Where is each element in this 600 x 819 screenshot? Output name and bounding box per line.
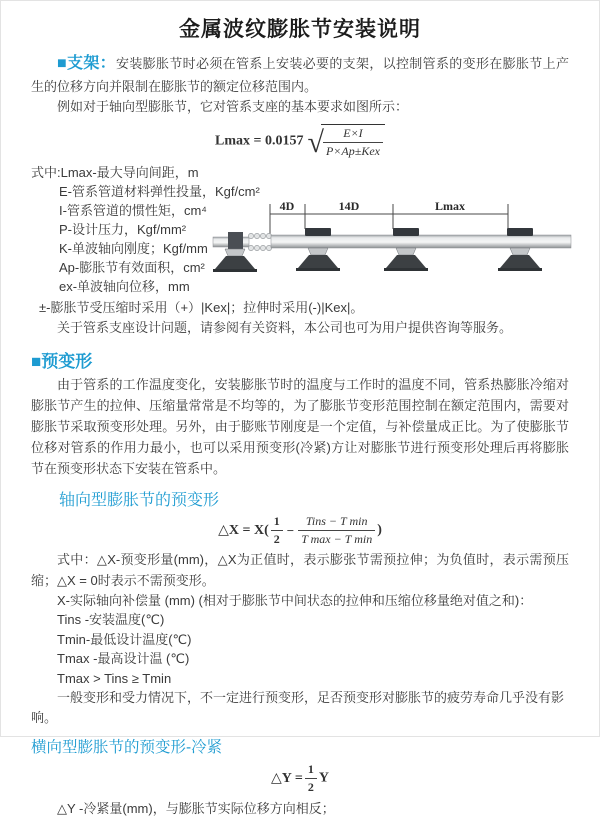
dim-label-14d: 14D: [338, 199, 360, 214]
temp-numerator: Tins − T min: [298, 514, 375, 531]
anchor-pedestal: [213, 249, 257, 272]
definition-line: 式中:Lmax-最大导向间距，m: [31, 165, 199, 181]
lateral-denominator: 2: [307, 780, 314, 795]
lateral-numerator: 1: [305, 762, 317, 779]
section-marker-icon: ■: [57, 55, 67, 72]
lateral-formula-rhs: Y: [318, 770, 329, 786]
axial-def-line: Tmin-最低设计温度(℃): [57, 631, 192, 647]
lmax-formula-numerator: E×I: [323, 126, 383, 143]
lmax-formula-fraction: [323, 126, 383, 159]
definition-line: I-管系管道的惯性矩，cm⁴: [59, 203, 207, 219]
lateral-formula-lhs: △Y =: [271, 771, 303, 787]
lmax-formula-lhs: Lmax = 0.0157: [215, 133, 304, 149]
definitions-and-diagram: [31, 163, 569, 298]
lmax-formula-denominator: P×Ap±Kex: [325, 144, 380, 159]
axial-formula-rhs: ): [377, 522, 382, 538]
temperature-fraction: [298, 514, 375, 547]
axial-formula: [31, 514, 569, 547]
page-title: 金属波纹膨胀节安装说明: [179, 18, 421, 41]
support-heading-label: 支架：: [67, 55, 116, 72]
axial-def-line: X-实际轴向补偿量 (mm) (相对于膨胀节中间状态的拉伸和压缩位移量绝对值之和)：: [57, 592, 533, 608]
dim-label-lmax: Lmax: [435, 199, 465, 214]
pipe-support-diagram: [213, 195, 571, 295]
bellows-icon: [248, 234, 271, 251]
section-marker-icon: ■: [31, 352, 42, 372]
dim-label-4d: 4D: [279, 199, 295, 214]
axial-half-fraction: [271, 514, 283, 547]
definition-line: P-设计压力，Kgf/mm²: [59, 222, 187, 238]
preform-section-heading: [31, 347, 569, 372]
half-numerator: 1: [271, 514, 283, 531]
guide-support: [498, 228, 542, 271]
main-pipe: [271, 235, 571, 248]
definition-line: K-单波轴向刚度；Kgf/mm: [59, 241, 208, 257]
axial-sub-heading: 轴向型膨胀节的预变形: [59, 492, 220, 510]
temp-denominator: T max − T min: [301, 532, 373, 547]
lateral-half-fraction: [305, 762, 317, 795]
guide-support: [296, 228, 340, 271]
definition-line: E-管系管道材料弹性投量，Kgf/cm²: [59, 184, 260, 200]
axial-explain-paragraph: 式中：△X-预变形量(mm)，△X为正值时，表示膨张节需预拉伸；为负值时，表示需预压缩；△X = 0时表示不需预变形。: [31, 552, 569, 588]
axial-def-line: Tmax -最高设计温 (℃): [57, 651, 190, 667]
lateral-note-line: △Y -冷紧量(mm)，与膨胀节实际位移方向相反；: [57, 801, 335, 817]
support-section-heading: [57, 55, 116, 72]
preform-heading-label: 预变形: [41, 352, 93, 372]
lmax-formula-radicand: [321, 124, 385, 159]
definition-line: Ap-膨胀节有效面积，cm²: [59, 260, 205, 276]
minus-operator: −: [286, 522, 295, 538]
consult-note-line: 关于管系支座设计问题，请参阅有关资料，本公司也可为用户提供咨询等服务。: [57, 320, 513, 336]
support-intro-paragraph: [31, 51, 569, 97]
preform-body-paragraph: 由于管系的工作温度变化，安装膨胀节时的温度与工作时的温度不同，管系热膨胀冷缩对膨胀节产生的拉伸、压缩量常常是不均等的，为了膨胀节变形范围控制在额定范围内，需要对膨胀节采取预变形处理。另外，由于膨账节刚度是一个定值，与补偿量成正比。为了使膨胀节位移对管系的作用力最小，也可以采用预变形(冷紧)方让对膨胀节进行预变形处理后再将膨胀节在预变形状态下安装在管系中。: [31, 377, 569, 477]
support-intro-text: 安装膨胀节时必须在管系上安装必要的支架，以控制管系的变形在膨胀节上产生的位移方向并限制在膨胀节的额定位移范围内。: [31, 56, 569, 94]
lmax-formula: [31, 124, 569, 159]
sign-note-line: ±-膨胀节受压缩时采用（+）|Kex|；拉伸时采用(-)|Kex|。: [39, 300, 364, 316]
half-denominator: 2: [273, 532, 280, 547]
axial-def-line: 一般变形和受力情况下，不一定进行预变形，足否预变形对膨胀节的疲劳寿命几乎没有影响。: [31, 690, 565, 725]
lateral-formula: [31, 762, 569, 795]
definition-line: ex-单波轴向位移，mm: [59, 279, 190, 295]
support-example-line: 例如对于轴向型膨胀节，它对管系支座的基本要求如图所示：: [57, 99, 409, 115]
axial-def-line: Tmax > Tins ≥ Tmin: [57, 670, 172, 686]
radical-sign: √: [307, 125, 324, 159]
axial-formula-lhs: △X = X(: [218, 523, 269, 539]
guide-support: [384, 228, 428, 271]
axial-def-line: Tins -安装温度(℃): [57, 612, 165, 628]
axial-definitions: [31, 591, 569, 728]
lmax-formula-root: [308, 124, 385, 159]
lateral-sub-heading: 横向型膨胀节的预变形-冷紧: [31, 739, 223, 757]
